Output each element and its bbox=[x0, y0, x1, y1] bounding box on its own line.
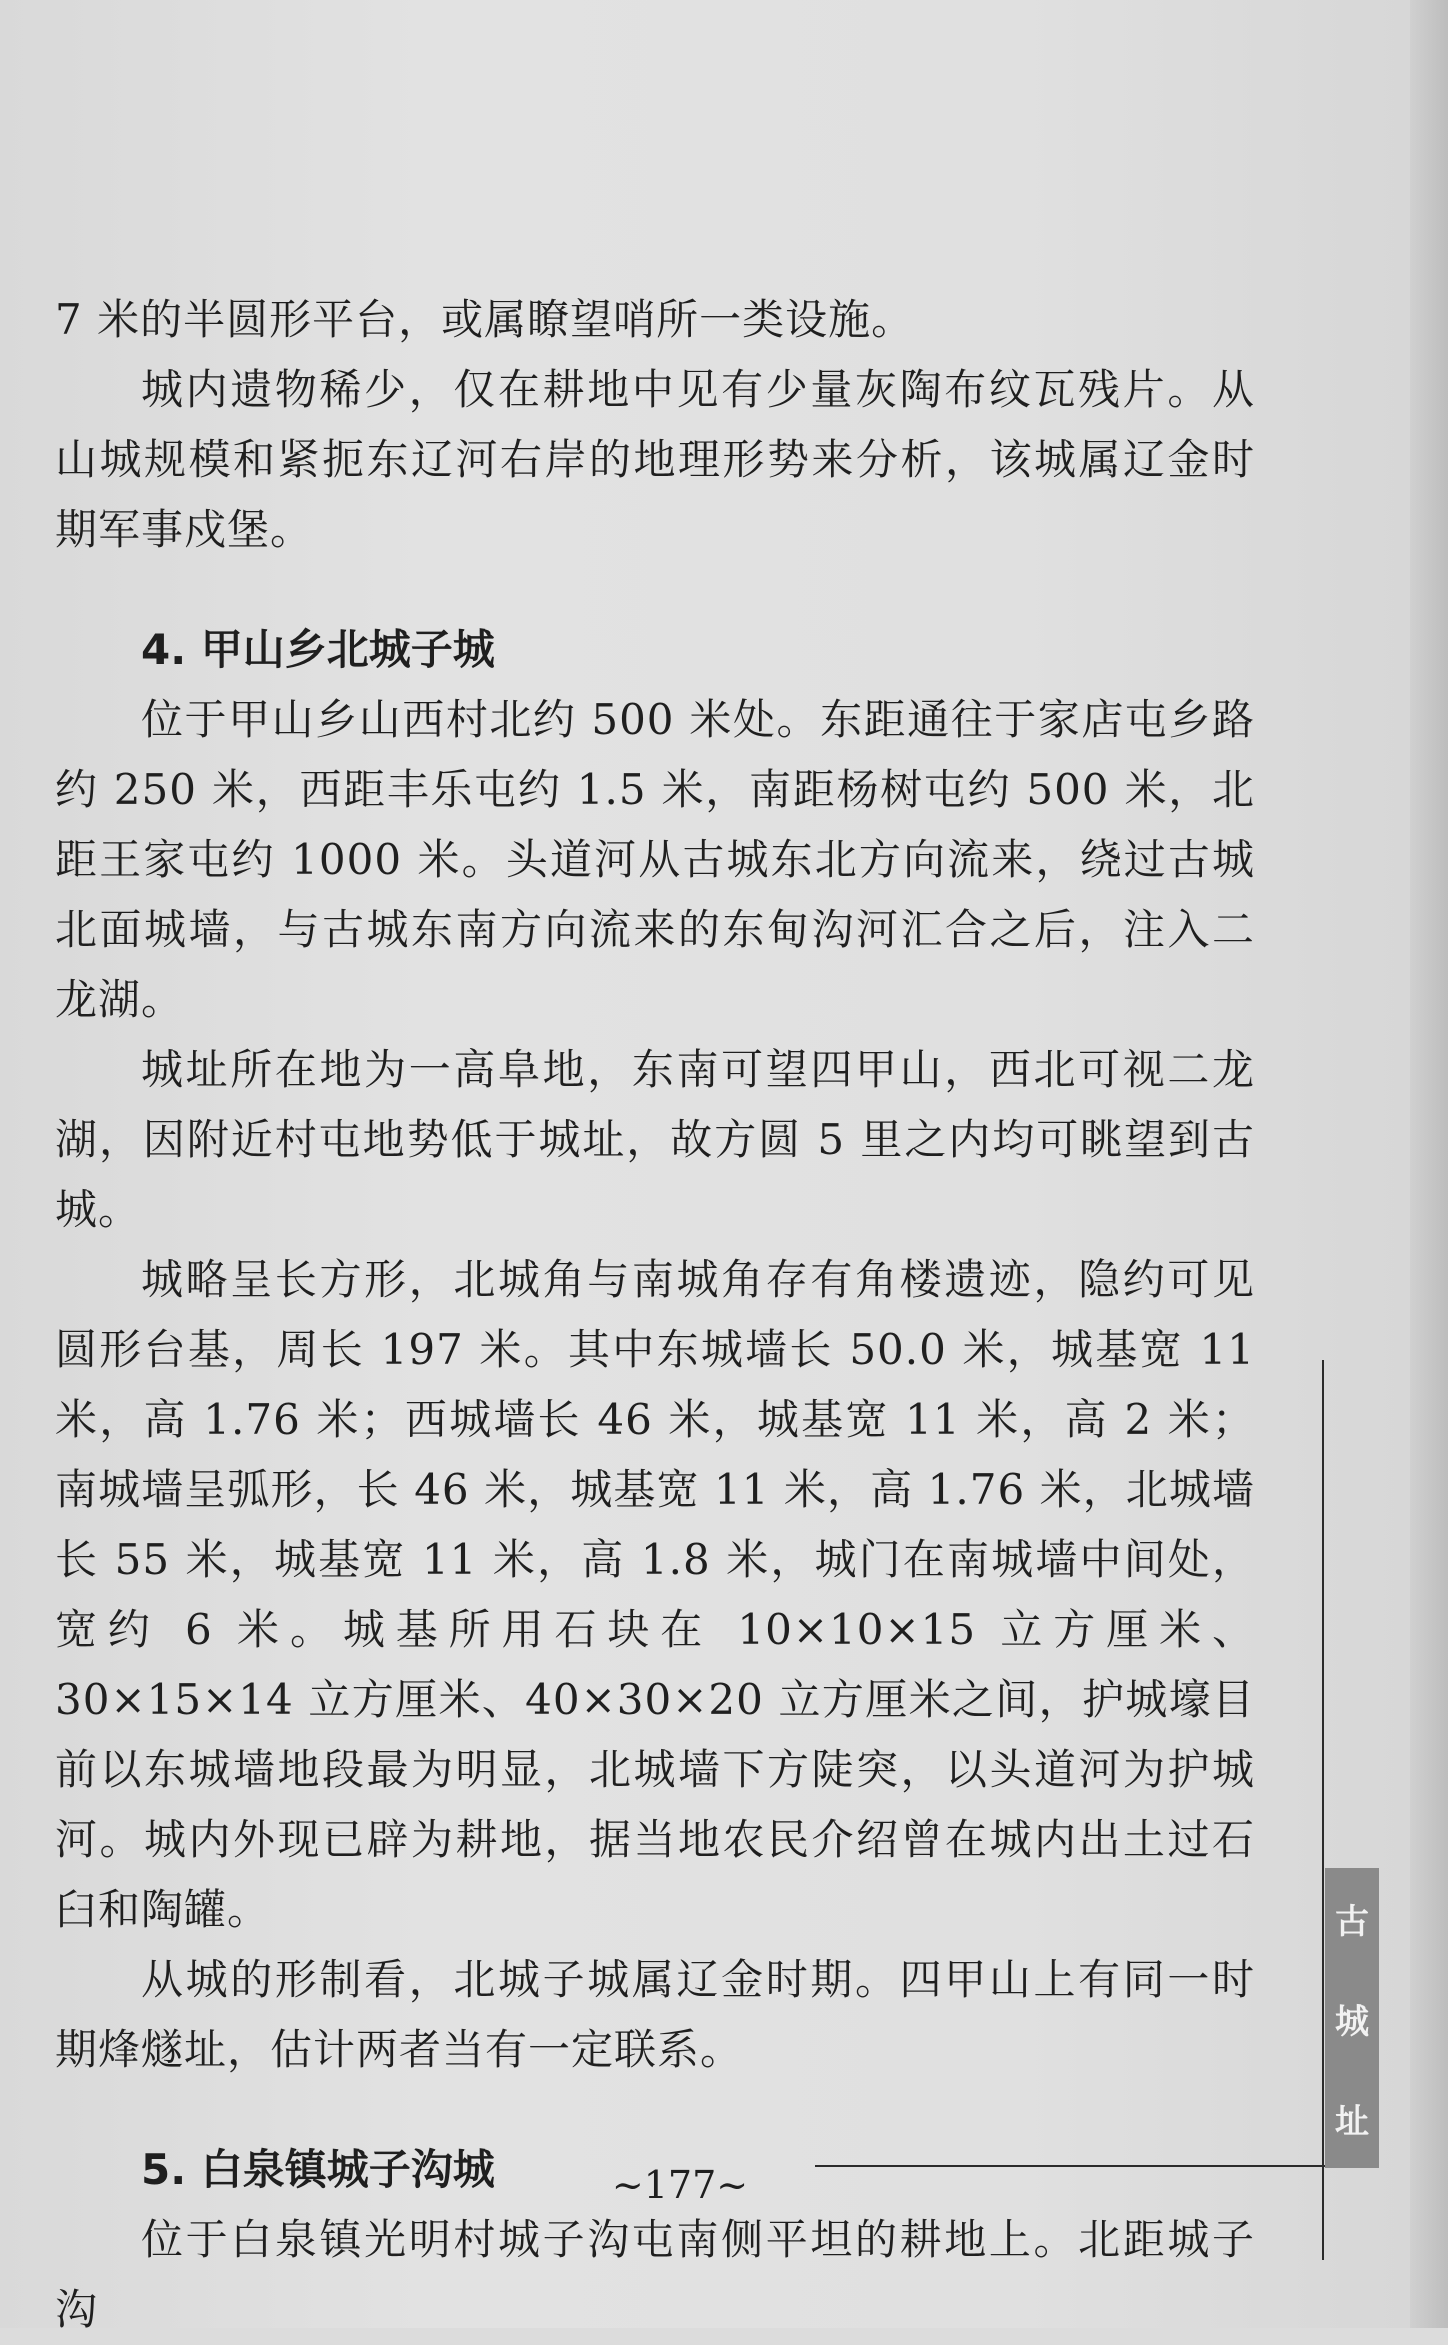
paragraph: 城略呈长方形，北城角与南城角存有角楼遗迹，隐约可见圆形台基，周长 197 米。其中东城墙长 50.0 米，城基宽 11 米，高 1.76 米；西城墙长 46 米，城基宽 11 米，高 2 米；南城墙呈弧形，长 46 米，城基宽 11 米，高 1.76 米，北城墙长 55 米，城基宽 11 米，高 1.8 米，城门在南城墙中间处，宽约 6 米。城基所用石块在 10×10×15 立方厘米、30×15×14 立方厘米、40×30×20 立方厘米之间，护城壕目前以东城墙地段最为明显，北城墙下方陡突，以头道河为护城河。城内外现已辟为耕地，据当地农民介绍曾在城内出土过石臼和陶罐。 bbox=[55, 1255, 1255, 1934]
paragraph: 7 米的半圆形平台，或属瞭望哨所一类设施。 bbox=[55, 295, 915, 344]
chapter-tab-char: 址 bbox=[1335, 2101, 1369, 2142]
paragraph: 位于甲山乡山西村北约 500 米处。东距通往于家店屯乡路约 250 米，西距丰乐屯约 1.5 米，南距杨树屯约 500 米，北距王家屯约 1000 米。头道河从古城东北方向流来，绕过古城北面城墙，与古城东南方向流来的东甸沟河汇合之后，注入二龙湖。 bbox=[55, 695, 1255, 1024]
side-rule bbox=[1322, 1360, 1324, 2260]
section-heading: 5. 白泉镇城子沟城 bbox=[141, 2145, 495, 2194]
paragraph: 城址所在地为一高阜地，东南可望四甲山，西北可视二龙湖，因附近村屯地势低于城址，故方圆 5 里之内均可眺望到古城。 bbox=[55, 1045, 1255, 1234]
chapter-tab bbox=[1325, 1868, 1379, 2168]
footer-rule bbox=[815, 2165, 1375, 2167]
page-body bbox=[55, 285, 1255, 2345]
page-edge bbox=[1410, 0, 1448, 2328]
paragraph: 位于白泉镇光明村城子沟屯南侧平坦的耕地上。北距城子沟 bbox=[55, 2215, 1255, 2334]
chapter-tab-char: 城 bbox=[1335, 2001, 1369, 2042]
section-heading: 4. 甲山乡北城子城 bbox=[141, 625, 495, 674]
chapter-tab-char: 古 bbox=[1335, 1901, 1369, 1942]
paragraph: 城内遗物稀少，仅在耕地中见有少量灰陶布纹瓦残片。从山城规模和紧扼东辽河右岸的地理形势来分析，该城属辽金时期军事戍堡。 bbox=[55, 365, 1255, 554]
paragraph: 从城的形制看，北城子城属辽金时期。四甲山上有同一时期烽燧址，估计两者当有一定联系。 bbox=[55, 1955, 1255, 2074]
page-number: ~177~ bbox=[611, 2163, 749, 2207]
